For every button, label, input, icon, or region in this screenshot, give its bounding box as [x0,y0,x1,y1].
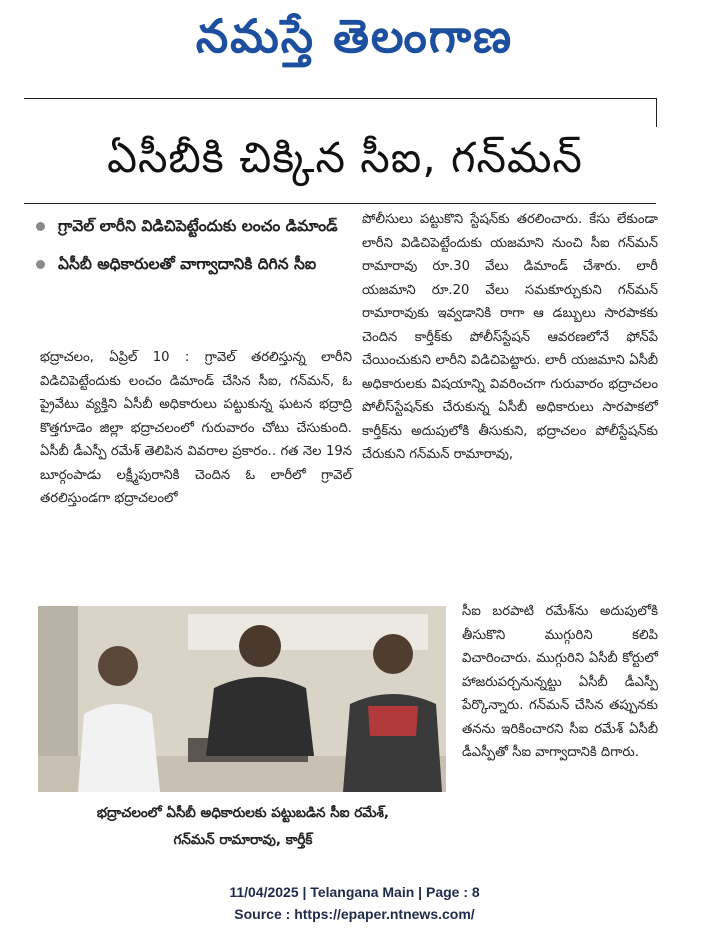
article-body-column-2-continued: సీఐ బరపాటి రమేశ్‌ను అదుపులోకి తీసుకొని ముగ్గురిని కలిపి విచారించారు. ముగ్గురిని ఏసీబీ కోర్టులో హాజరుపర్చనున్నట్టు ఏసీబీ డీఎస్పీ పేర్కొన్నారు. గన్‌మన్ చేసిన తప్పునకు తనను ఇరికించారని సీఐ రమేశ్ ఏసీబీ డీఎస్పీతో సీఐ వాగ్వాదానికి దిగారు. [462,604,658,760]
summary-bullet [30,212,352,240]
source-link[interactable]: Source : https://epaper.ntnews.com/ [234,906,475,922]
article-headline: ఏసీబీకి చిక్కిన సీఐ, గన్‌మన్ [107,133,583,182]
news-photo-illustration [38,606,446,792]
photo-caption [34,800,452,854]
bullet-dot-icon [36,222,45,231]
news-photo [38,606,446,792]
bullet-text: గ్రావెల్ లారీని విడిచిపెట్టేందుకు లంచం డిమాండ్ [58,217,338,235]
bullet-text: ఏసీబీ అధికారులతో వాగ్వాదానికి దిగిన సీఐ [58,255,317,273]
newspaper-masthead: నమస్తే తెలంగాణ [195,9,514,63]
edition-info: 11/04/2025 | Telangana Main | Page : 8 [229,884,480,900]
summary-bullets [30,212,352,288]
summary-bullet [30,250,352,278]
headline-divider [24,203,656,204]
bullet-dot-icon [36,260,45,269]
photo-caption-line: భద్రాచలంలో ఏసీబీ అధికారులకు పట్టుబడిన సీఐ రమేశ్, [96,805,390,821]
article-body-column-1: భద్రాచలం, ఏప్రిల్ 10 : గ్రావెల్ తరలిస్తున్న లారీని విడిచిపెట్టేందుకు లంచం డిమాండ్ చేసిన సీఐ, గన్‌మన్, ఓ ప్రైవేటు వ్యక్తిని ఏసీబీ అధికారులు పట్టుకున్న ఘటన భద్రాద్రి కొత్తగూడెం జిల్లా భద్రాచలంలో గురువారం చోటు చేసుకుంది. ఏసీబీ డీఎస్పీ రమేశ్ తెలిపిన వివరాల ప్రకారం.. గత నెల 19న బూర్గంపాడు లక్ష్మీపురానికి చెందిన ఓ లారీలో గ్రావెల్ తరలిస్తుండగా భద్రాచలంలో [40,350,352,506]
photo-caption-line: గన్‌మన్ రామారావు, కార్తీక్ [173,832,313,848]
article-body-column-2: పోలీసులు పట్టుకొని స్టేషన్‌కు తరలించారు. కేసు లేకుండా లారీని విడిచిపెట్టేందుకు యజమాని నుంచి సీఐ గన్‌మన్ రామారావు రూ.30 వేలు డిమాండ్ చేశారు. లారీ యజమాని రూ.20 వేలు సమకూర్చుకుని గన్‌మన్ రామారావుకు ఇవ్వడానికి రాగా ఆ డబ్బులు సారపాకకు చెందిన కార్తీక్‌కు పోలీస్‌స్టేషన్ ఆవరణలోనే ఫోన్‌పే చేయించుకుని లారీని విడిచిపెట్టారు. లారీ యజమాని ఏసీబీ అధికారులకు విషయాన్ని వివరించగా గురువారం భద్రాచలం పోలీస్‌స్టేషన్‌కు చేరుకున్న ఏసీబీ అధికారులు సారపాకలో కార్తీక్‌ను అదుపులోకి తీసుకుని, భద్రాచలం పోలీస్టేషన్‌కు చేరుకుని గన్‌మన్ రామారావు, [362,212,658,462]
